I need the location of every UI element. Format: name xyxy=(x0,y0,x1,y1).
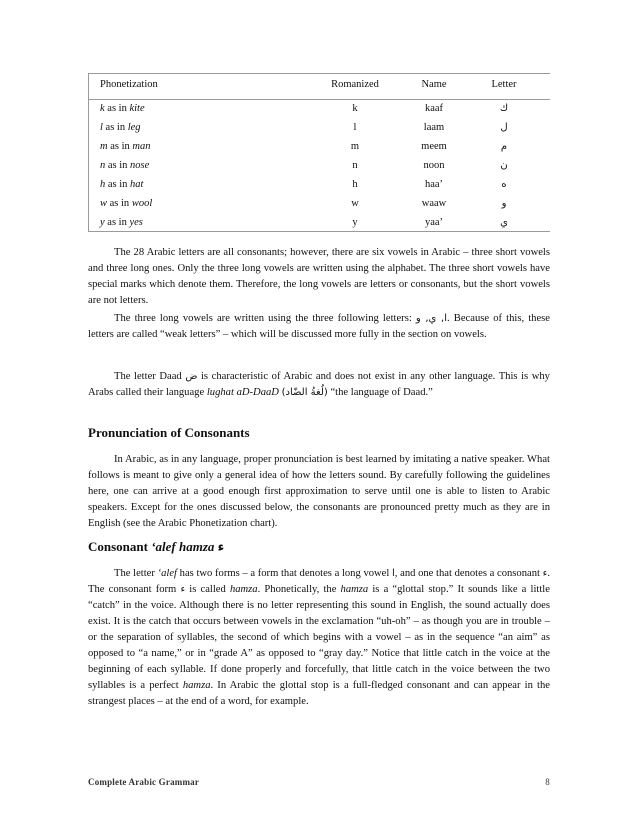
header-name: Name xyxy=(421,79,447,90)
cell-romanized: h xyxy=(352,179,358,190)
cell-letter: ن xyxy=(500,160,508,171)
cell-name: yaa’ xyxy=(424,217,444,228)
cell-phonetization: n as in nose xyxy=(100,160,150,171)
section-heading-alef-hamza: Consonant ‘alef hamza ء xyxy=(88,539,225,555)
cell-letter: و xyxy=(501,198,507,209)
header-letter: Letter xyxy=(491,79,517,90)
table-row xyxy=(88,100,550,119)
cell-name: waaw xyxy=(421,198,447,209)
cell-phonetization: l as in leg xyxy=(100,122,141,133)
cell-letter: ك xyxy=(499,103,509,114)
table-row xyxy=(88,157,550,176)
cell-letter: م xyxy=(500,141,508,152)
arabic-lughat-daad: (لُغةُ الضّاد) xyxy=(281,387,328,398)
page-number: 8 xyxy=(545,777,550,787)
paragraph-pronunciation: In Arabic, as in any language, proper pronunciation is best learned by imitating a native speaker. What follows is meant to give only a general idea of how the letters sound. By carefully following the guidelines here, one can arrive at a good enough first approximation to serve until one is able to listen to Arabic speakers. Except for the ones discussed below, the consonants are pronounced pretty much as they are in English (see the Arabic Phonetization chart). xyxy=(88,454,550,529)
paragraph-daad: The letter Daad ض is characteristic of Arabic and does not exist in any other language. This is why Arabs called their language lughat aD-DaaD (لُغةُ الضّاد) “the language of Daad.” xyxy=(88,371,550,398)
cell-phonetization: y as in yes xyxy=(100,217,143,228)
cell-romanized: w xyxy=(351,198,359,209)
footer-title: Complete Arabic Grammar xyxy=(88,777,200,787)
table-row xyxy=(88,214,550,233)
hamza-glyph: ء xyxy=(217,540,225,555)
section-heading-consonants: Pronunciation of Consonants xyxy=(88,425,250,440)
cell-letter: ي xyxy=(500,217,508,228)
cell-romanized: y xyxy=(352,217,358,228)
cell-name: haa’ xyxy=(424,179,444,190)
cell-phonetization: m as in man xyxy=(100,141,151,152)
table-row xyxy=(88,119,550,138)
cell-name: kaaf xyxy=(424,103,444,114)
header-phonetization: Phonetization xyxy=(100,79,158,90)
paragraph-vowels-intro: The 28 Arabic letters are all consonants; however, there are six vowels in Arabic – three short vowels and three long ones. Only the three long vowels are written using the alphabet. The three short vowels have special marks which denote them. Therefore, the long vowels are letters or consonants, but the short vowels are not letters. xyxy=(88,247,550,306)
page-footer xyxy=(88,777,550,787)
cell-letter: ه xyxy=(501,179,507,190)
table-row xyxy=(88,195,550,214)
cell-phonetization: k as in kite xyxy=(100,103,145,114)
arabic-long-vowel-letters: ا, ي, و xyxy=(415,313,447,324)
cell-name: noon xyxy=(423,160,445,171)
cell-phonetization: h as in hat xyxy=(100,179,144,190)
cell-romanized: m xyxy=(350,141,360,152)
cell-name: laam xyxy=(423,122,445,133)
table-row xyxy=(88,176,550,195)
table-row xyxy=(88,138,550,157)
cell-phonetization: w as in wool xyxy=(100,198,153,209)
cell-romanized: l xyxy=(353,122,357,133)
cell-name: meem xyxy=(421,141,447,152)
paragraph-hamza: The letter ‘alef has two forms – a form that denotes a long vowel ا, and one that denotes a consonant ء. The consonant form ء is called hamza. Phonetically, the hamza is a “glottal stop.” It sounds like a little “catch” in the voice. Although there is no letter representing this sound in English, the sound actually does exist. It is the catch that occurs between vowels in the exclamation “uh-oh” – as though you are in trouble – or the separation of syllables, the second of which begins with a vowel – as in the sequence “an aim” as opposed to “a name,” or in “grade A” as opposed to “gray day.” Notice that little catch in the voice at the beginning of each syllable. If done properly and forcefully, that little catch in the voice between the two syllables is a perfect hamza. In Arabic the glottal stop is a full-fledged consonant and can appear in the strangest places – at the end of a word, for example. xyxy=(88,568,550,707)
header-romanized: Romanized xyxy=(331,79,379,90)
table-body xyxy=(88,100,550,233)
table-top-rule xyxy=(88,73,550,74)
arabic-daad-letter: ض xyxy=(185,371,198,382)
cell-romanized: n xyxy=(352,160,358,171)
cell-romanized: k xyxy=(352,103,358,114)
paragraph-long-vowels: The three long vowels are written using the three following letters: ا, ي, و. Because of this, these letters are called “weak letters” – which will be discussed more fully in the section on vowels. xyxy=(88,313,550,340)
table-header-row xyxy=(88,79,550,95)
cell-letter: ل xyxy=(500,122,508,133)
